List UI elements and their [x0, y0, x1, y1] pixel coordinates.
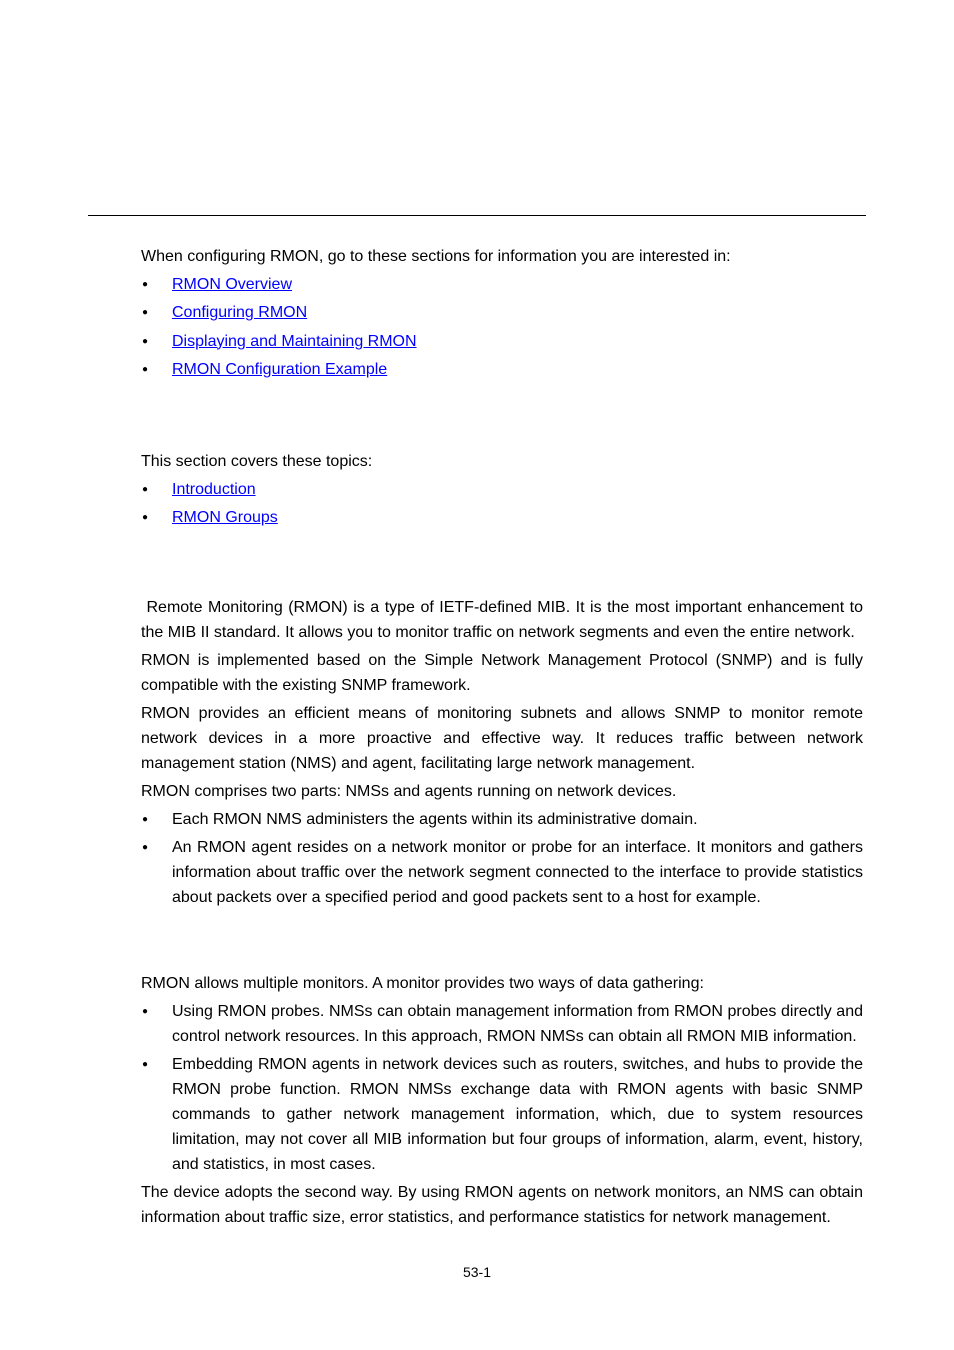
list-item	[141, 477, 863, 505]
bullet-dot-icon: ●	[142, 279, 149, 290]
bullet-dot-icon: ●	[142, 307, 149, 319]
bullet-dot-icon: ●	[142, 1005, 149, 1017]
bullet-dot-icon: ●	[142, 813, 149, 825]
bullet-dot-icon: ●	[142, 841, 149, 853]
document-body	[141, 244, 868, 1230]
bullet-dot-icon: ●	[142, 1058, 149, 1070]
paragraph: RMON is implemented based on the Simple Network Management Protocol (SNMP) and is fully compatible with the existing SNMP framework.	[141, 651, 863, 694]
list-item	[141, 329, 863, 357]
link-rmon-overview[interactable]: RMON Overview	[172, 276, 293, 293]
bullet-dot-icon: ●	[142, 335, 149, 347]
link-rmon-configuration-example[interactable]: RMON Configuration Example	[172, 360, 388, 378]
intro-text: When configuring RMON, go to these sections for information you are interested in:	[141, 248, 731, 265]
working-bullet-list	[141, 999, 863, 1177]
list-item: ● Each RMON NMS administers the agents within its administrative domain.	[141, 807, 863, 832]
list-item	[141, 357, 863, 385]
introduction-bullet-list	[141, 807, 863, 910]
list-item: ● Using RMON probes. NMSs can obtain management information from RMON probes directly and control network resources. In this approach, RMON NMSs can obtain all RMON MIB information.	[141, 999, 863, 1049]
link-displaying-maintaining-rmon[interactable]: Displaying and Maintaining RMON	[172, 332, 417, 350]
paragraph: RMON allows multiple monitors. A monitor provides two ways of data gathering:	[141, 974, 704, 992]
paragraph: RMON provides an efficient means of monitoring subnets and allows SNMP to monitor remote network devices in a more proactive and effective way. It reduces traffic between network management station (NMS) and agent, facilitating large network management.	[141, 704, 863, 772]
list-item	[141, 300, 863, 328]
section-intro	[141, 244, 863, 385]
list-item	[141, 272, 863, 300]
bullet-dot-icon: ●	[142, 363, 149, 375]
section-overview	[141, 449, 863, 534]
bullet-dot-icon: ●	[142, 484, 149, 496]
paragraph: Remote Monitoring (RMON) is a type of IETF-defined MIB. It is the most important enhancement to the MIB II standard. It allows you to monitor traffic on network segments and even the entire network.	[141, 598, 868, 641]
section-introduction	[141, 595, 868, 910]
overview-link-list	[141, 477, 863, 534]
link-rmon-groups[interactable]: RMON Groups	[172, 509, 278, 527]
paragraph: The device adopts the second way. By using RMON agents on network monitors, an NMS can obtain information about traffic size, error statistics, and performance statistics for network management.	[141, 1183, 863, 1226]
header-rule	[88, 215, 866, 216]
paragraph: RMON comprises two parts: NMSs and agents running on network devices.	[141, 782, 677, 800]
intro-link-list	[141, 272, 863, 385]
list-item: ● An RMON agent resides on a network monitor or probe for an interface. It monitors and gathers information about traffic over the network segment connected to the interface to provide statistics about packets over a specified period and good packets sent to a host for example.	[141, 835, 863, 910]
section-working-mechanism	[141, 971, 863, 1230]
link-configuring-rmon[interactable]: Configuring RMON	[172, 304, 308, 322]
list-item	[141, 505, 863, 533]
link-introduction[interactable]: Introduction	[172, 481, 256, 499]
bullet-dot-icon: ●	[142, 512, 149, 524]
list-item: ● Embedding RMON agents in network devices such as routers, switches, and hubs to provide the RMON probe function. RMON NMSs exchange data with RMON agents with basic SNMP commands to gather network management information, which, due to system resources limitation, may not cover all MIB information but four groups of information, alarm, event, history, and statistics, in most cases.	[141, 1052, 863, 1177]
page-number: 53-1	[462, 1264, 492, 1280]
overview-text: This section covers these topics:	[141, 453, 373, 471]
